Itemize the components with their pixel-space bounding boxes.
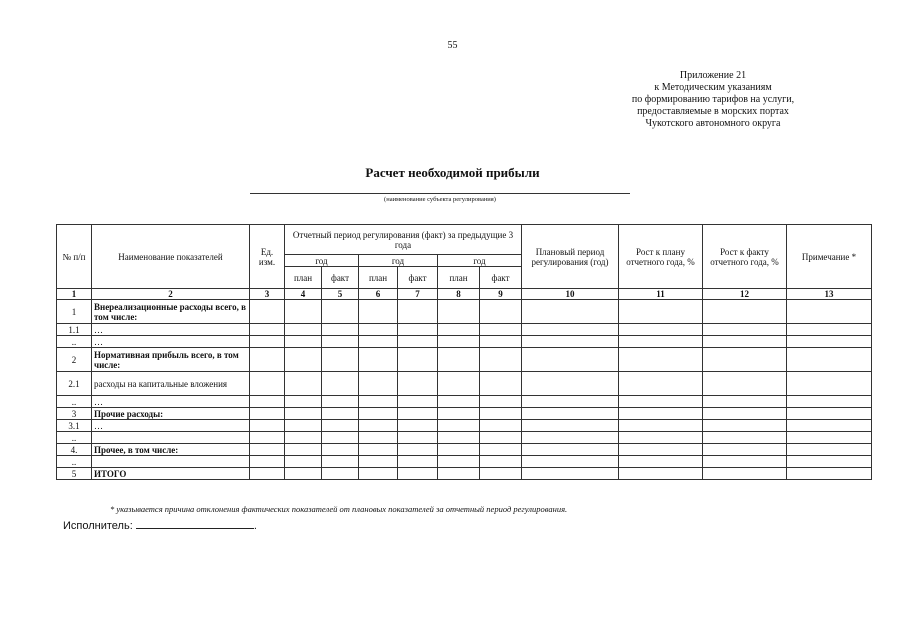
value-cell	[480, 420, 522, 432]
value-cell	[359, 432, 398, 444]
row-number: ..	[57, 456, 92, 468]
value-cell	[359, 444, 398, 456]
column-number: 5	[322, 289, 359, 300]
value-cell	[522, 348, 619, 372]
value-cell	[522, 324, 619, 336]
value-cell	[787, 444, 872, 456]
value-cell	[703, 432, 787, 444]
header-note: Примечание *	[787, 225, 872, 289]
value-cell	[522, 396, 619, 408]
row-number: 2.1	[57, 372, 92, 396]
value-cell	[285, 324, 322, 336]
executor-line	[63, 518, 257, 532]
row-indicator-name: ИТОГО	[92, 468, 250, 480]
value-cell	[438, 432, 480, 444]
row-number: ..	[57, 432, 92, 444]
value-cell	[787, 408, 872, 420]
column-number: 2	[92, 289, 250, 300]
column-number: 12	[703, 289, 787, 300]
table-row	[57, 348, 872, 372]
header-plan: план	[438, 267, 480, 289]
value-cell	[703, 336, 787, 348]
value-cell	[480, 432, 522, 444]
value-cell	[322, 348, 359, 372]
value-cell	[398, 432, 438, 444]
value-cell	[359, 456, 398, 468]
header-planned-period: Плановый период регулирования (год)	[522, 225, 619, 289]
value-cell	[285, 420, 322, 432]
value-cell	[250, 444, 285, 456]
value-cell	[522, 408, 619, 420]
table-row	[57, 408, 872, 420]
row-indicator-name: Прочие расходы:	[92, 408, 250, 420]
value-cell	[522, 300, 619, 324]
value-cell	[522, 468, 619, 480]
header-year: год	[285, 255, 359, 267]
subject-name-line	[250, 193, 630, 194]
row-indicator-name	[92, 456, 250, 468]
value-cell	[322, 300, 359, 324]
profit-calculation-table	[56, 224, 872, 480]
header-year: год	[359, 255, 438, 267]
header-growth-fact: Рост к факту отчетного года, %	[703, 225, 787, 289]
value-cell	[359, 324, 398, 336]
value-cell	[480, 408, 522, 420]
table-row	[57, 420, 872, 432]
value-cell	[438, 468, 480, 480]
row-number: ..	[57, 396, 92, 408]
value-cell	[285, 300, 322, 324]
column-number: 6	[359, 289, 398, 300]
value-cell	[619, 456, 703, 468]
subject-caption: (наименование субъекта регулирования)	[384, 196, 496, 203]
value-cell	[322, 420, 359, 432]
value-cell	[480, 372, 522, 396]
value-cell	[438, 396, 480, 408]
value-cell	[522, 456, 619, 468]
value-cell	[322, 456, 359, 468]
value-cell	[619, 372, 703, 396]
column-number: 11	[619, 289, 703, 300]
table-row	[57, 456, 872, 468]
appendix-line: Приложение 21	[679, 70, 747, 81]
value-cell	[398, 300, 438, 324]
value-cell	[703, 456, 787, 468]
row-indicator-name: расходы на капитальные вложения	[92, 372, 250, 396]
column-number: 13	[787, 289, 872, 300]
value-cell	[703, 408, 787, 420]
header-growth-plan: Рост к плану отчетного года, %	[619, 225, 703, 289]
table-row	[57, 468, 872, 480]
header-year: год	[438, 255, 522, 267]
row-indicator-name: …	[92, 396, 250, 408]
row-indicator-name: Внереализационные расходы всего, в том числе:	[92, 300, 250, 324]
header-plan: план	[285, 267, 322, 289]
value-cell	[322, 372, 359, 396]
value-cell	[703, 300, 787, 324]
value-cell	[619, 300, 703, 324]
value-cell	[359, 372, 398, 396]
value-cell	[250, 420, 285, 432]
row-number: 1.1	[57, 324, 92, 336]
value-cell	[250, 432, 285, 444]
value-cell	[619, 396, 703, 408]
column-number: 1	[57, 289, 92, 300]
row-number: 3.1	[57, 420, 92, 432]
value-cell	[619, 324, 703, 336]
value-cell	[250, 336, 285, 348]
column-number-row	[57, 289, 872, 300]
executor-suffix: .	[253, 520, 257, 532]
value-cell	[322, 468, 359, 480]
value-cell	[480, 456, 522, 468]
value-cell	[359, 468, 398, 480]
value-cell	[522, 336, 619, 348]
value-cell	[322, 432, 359, 444]
value-cell	[522, 372, 619, 396]
value-cell	[480, 444, 522, 456]
executor-label: Исполнитель:	[63, 520, 133, 532]
value-cell	[703, 420, 787, 432]
value-cell	[285, 372, 322, 396]
value-cell	[619, 420, 703, 432]
row-number: 5	[57, 468, 92, 480]
column-number: 7	[398, 289, 438, 300]
value-cell	[322, 396, 359, 408]
value-cell	[398, 468, 438, 480]
value-cell	[250, 372, 285, 396]
value-cell	[398, 408, 438, 420]
value-cell	[619, 348, 703, 372]
value-cell	[438, 372, 480, 396]
row-indicator-name: Прочее, в том числе:	[92, 444, 250, 456]
header-name: Наименование показателей	[92, 225, 250, 289]
column-number: 9	[480, 289, 522, 300]
header-unit: Ед. изм.	[250, 225, 285, 289]
row-indicator-name: …	[92, 336, 250, 348]
value-cell	[703, 372, 787, 396]
value-cell	[285, 444, 322, 456]
row-number: 2	[57, 348, 92, 372]
value-cell	[480, 324, 522, 336]
header-reporting-period: Отчетный период регулирования (факт) за предыдущие 3 года	[285, 225, 522, 255]
value-cell	[787, 336, 872, 348]
value-cell	[480, 468, 522, 480]
table-row	[57, 396, 872, 408]
value-cell	[250, 348, 285, 372]
header-fact: факт	[398, 267, 438, 289]
value-cell	[787, 300, 872, 324]
value-cell	[250, 324, 285, 336]
value-cell	[398, 372, 438, 396]
value-cell	[250, 300, 285, 324]
value-cell	[438, 300, 480, 324]
value-cell	[438, 324, 480, 336]
value-cell	[250, 468, 285, 480]
value-cell	[250, 456, 285, 468]
value-cell	[619, 468, 703, 480]
value-cell	[398, 456, 438, 468]
value-cell	[787, 468, 872, 480]
value-cell	[438, 456, 480, 468]
value-cell	[322, 444, 359, 456]
table-row	[57, 444, 872, 456]
row-indicator-name	[92, 432, 250, 444]
value-cell	[359, 396, 398, 408]
table-row	[57, 336, 872, 348]
value-cell	[787, 396, 872, 408]
row-number: 3	[57, 408, 92, 420]
column-number: 8	[438, 289, 480, 300]
value-cell	[522, 432, 619, 444]
appendix-line: к Методическим указаниям	[654, 82, 772, 93]
value-cell	[480, 396, 522, 408]
value-cell	[359, 420, 398, 432]
header-fact: факт	[480, 267, 522, 289]
value-cell	[285, 432, 322, 444]
value-cell	[787, 456, 872, 468]
document-title: Расчет необходимой прибыли	[365, 165, 540, 180]
value-cell	[322, 336, 359, 348]
value-cell	[398, 396, 438, 408]
row-indicator-name: Нормативная прибыль всего, в том числе:	[92, 348, 250, 372]
value-cell	[285, 336, 322, 348]
row-number: ..	[57, 336, 92, 348]
value-cell	[398, 420, 438, 432]
appendix-line: предоставляемые в морских портах	[637, 106, 789, 117]
value-cell	[285, 408, 322, 420]
value-cell	[285, 468, 322, 480]
header-plan: план	[359, 267, 398, 289]
header-fact: факт	[322, 267, 359, 289]
page-number: 55	[447, 40, 458, 51]
table-row	[57, 300, 872, 324]
footnote: * указывается причина отклонения фактических показателей от плановых показателей за отчетный период регулирования.	[110, 504, 568, 514]
value-cell	[359, 348, 398, 372]
value-cell	[480, 348, 522, 372]
appendix-line: по формированию тарифов на услуги,	[631, 94, 795, 105]
value-cell	[522, 444, 619, 456]
value-cell	[359, 300, 398, 324]
value-cell	[438, 408, 480, 420]
value-cell	[480, 300, 522, 324]
value-cell	[398, 348, 438, 372]
value-cell	[787, 324, 872, 336]
value-cell	[398, 336, 438, 348]
value-cell	[787, 420, 872, 432]
value-cell	[619, 444, 703, 456]
row-indicator-name: …	[92, 324, 250, 336]
value-cell	[438, 348, 480, 372]
value-cell	[398, 324, 438, 336]
value-cell	[703, 468, 787, 480]
row-number: 1	[57, 300, 92, 324]
table-row	[57, 324, 872, 336]
value-cell	[619, 432, 703, 444]
value-cell	[522, 420, 619, 432]
row-indicator-name: …	[92, 420, 250, 432]
column-number: 10	[522, 289, 619, 300]
value-cell	[322, 408, 359, 420]
value-cell	[703, 444, 787, 456]
value-cell	[787, 372, 872, 396]
value-cell	[480, 336, 522, 348]
value-cell	[398, 444, 438, 456]
value-cell	[438, 336, 480, 348]
value-cell	[359, 408, 398, 420]
row-number: 4.	[57, 444, 92, 456]
table-row	[57, 372, 872, 396]
column-number: 4	[285, 289, 322, 300]
table-row	[57, 432, 872, 444]
value-cell	[359, 336, 398, 348]
value-cell	[619, 408, 703, 420]
value-cell	[285, 396, 322, 408]
value-cell	[438, 444, 480, 456]
column-number: 3	[250, 289, 285, 300]
value-cell	[438, 420, 480, 432]
value-cell	[285, 348, 322, 372]
value-cell	[787, 432, 872, 444]
appendix-header	[583, 70, 843, 130]
value-cell	[250, 396, 285, 408]
value-cell	[703, 324, 787, 336]
value-cell	[619, 336, 703, 348]
value-cell	[787, 348, 872, 372]
value-cell	[285, 456, 322, 468]
value-cell	[250, 408, 285, 420]
executor-signature-blank	[136, 518, 254, 529]
value-cell	[703, 348, 787, 372]
value-cell	[703, 396, 787, 408]
value-cell	[322, 324, 359, 336]
header-num: № п/п	[57, 225, 92, 289]
appendix-line: Чукотского автономного округа	[645, 118, 781, 129]
